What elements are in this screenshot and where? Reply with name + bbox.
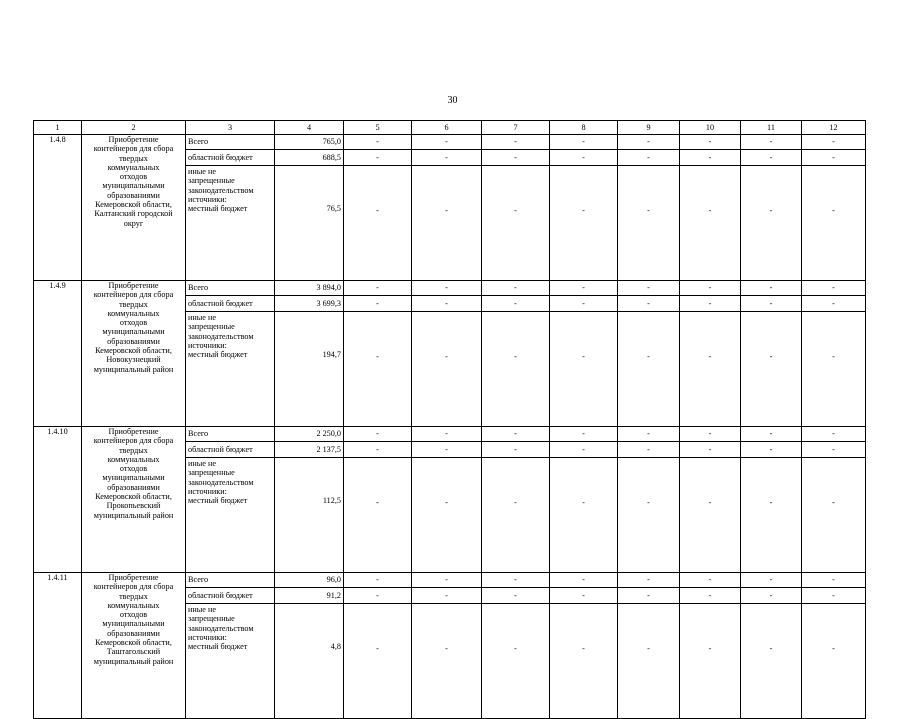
source-other-line: иные не bbox=[188, 313, 216, 322]
item-name-line: Приобретение bbox=[108, 573, 159, 582]
item-name-line: Калтанский городской bbox=[94, 209, 173, 219]
empty-value-dash: - bbox=[741, 588, 802, 604]
empty-value-dash: - bbox=[741, 296, 802, 312]
item-name-line: отходов bbox=[119, 464, 148, 474]
item-number: 1.4.10 bbox=[34, 427, 82, 573]
table-row bbox=[34, 427, 866, 442]
item-name-line: контейнеров для сбора bbox=[93, 582, 174, 592]
empty-value-dash: - bbox=[482, 312, 550, 427]
empty-value-dash: - bbox=[802, 442, 866, 458]
source-other-line: местный бюджет bbox=[188, 350, 248, 360]
empty-value-dash: - bbox=[412, 442, 482, 458]
item-name-line: твердых bbox=[119, 153, 148, 163]
item-name-line: твердых bbox=[119, 445, 148, 455]
empty-value-dash: - bbox=[482, 150, 550, 166]
empty-value-dash: - bbox=[344, 166, 412, 281]
item-name-line: образованиями bbox=[107, 628, 160, 638]
empty-value-dash: - bbox=[618, 604, 680, 719]
header-cell-3: 3 bbox=[186, 121, 275, 135]
item-name-line: Таштагольский bbox=[106, 647, 161, 657]
item-name-line: Приобретение bbox=[108, 135, 159, 144]
empty-value-dash: - bbox=[802, 150, 866, 166]
empty-value-dash: - bbox=[550, 281, 618, 296]
source-other-line: иные не bbox=[188, 167, 216, 176]
empty-value-dash: - bbox=[618, 135, 680, 150]
item-name-line: коммунальных bbox=[107, 454, 160, 464]
total-value: 96,0 bbox=[275, 573, 344, 588]
regional-value: 688,5 bbox=[275, 150, 344, 166]
empty-value-dash: - bbox=[550, 573, 618, 588]
empty-value-dash: - bbox=[680, 442, 741, 458]
header-cell-12: 12 bbox=[802, 121, 866, 135]
empty-value-dash: - bbox=[482, 442, 550, 458]
empty-value-dash: - bbox=[680, 458, 741, 573]
empty-value-dash: - bbox=[482, 135, 550, 150]
empty-value-dash: - bbox=[412, 458, 482, 573]
regional-value: 2 137,5 bbox=[275, 442, 344, 458]
other-value: 76,5 bbox=[275, 166, 344, 281]
table-row bbox=[34, 573, 866, 588]
empty-value-dash: - bbox=[741, 150, 802, 166]
empty-value-dash: - bbox=[344, 458, 412, 573]
empty-value-dash: - bbox=[741, 573, 802, 588]
empty-value-dash: - bbox=[550, 442, 618, 458]
empty-value-dash: - bbox=[344, 296, 412, 312]
source-other-label bbox=[186, 458, 275, 573]
other-value: 112,5 bbox=[275, 458, 344, 573]
empty-value-dash: - bbox=[618, 150, 680, 166]
header-cell-10: 10 bbox=[680, 121, 741, 135]
regional-value: 91,2 bbox=[275, 588, 344, 604]
source-total-label: Всего bbox=[186, 281, 275, 296]
empty-value-dash: - bbox=[550, 296, 618, 312]
header-cell-6: 6 bbox=[412, 121, 482, 135]
table-body bbox=[34, 121, 866, 719]
empty-value-dash: - bbox=[412, 135, 482, 150]
empty-value-dash: - bbox=[802, 427, 866, 442]
empty-value-dash: - bbox=[344, 604, 412, 719]
empty-value-dash: - bbox=[412, 588, 482, 604]
other-value: 194,7 bbox=[275, 312, 344, 427]
source-regional-label: областной бюджет bbox=[186, 588, 275, 604]
source-other-line: источники: bbox=[188, 194, 227, 204]
item-name-line: образованиями bbox=[107, 190, 160, 200]
empty-value-dash: - bbox=[618, 427, 680, 442]
empty-value-dash: - bbox=[741, 427, 802, 442]
empty-value-dash: - bbox=[412, 150, 482, 166]
empty-value-dash: - bbox=[550, 458, 618, 573]
item-name-line: контейнеров для сбора bbox=[93, 436, 174, 446]
empty-value-dash: - bbox=[680, 281, 741, 296]
empty-value-dash: - bbox=[802, 588, 866, 604]
empty-value-dash: - bbox=[618, 442, 680, 458]
empty-value-dash: - bbox=[344, 281, 412, 296]
source-regional-label: областной бюджет bbox=[186, 150, 275, 166]
item-name-line: образованиями bbox=[107, 336, 160, 346]
total-value: 765,0 bbox=[275, 135, 344, 150]
source-other-line: источники: bbox=[188, 340, 227, 350]
item-name-line: муниципальными bbox=[102, 327, 165, 337]
item-number: 1.4.9 bbox=[34, 281, 82, 427]
empty-value-dash: - bbox=[550, 588, 618, 604]
item-name-line: Приобретение bbox=[108, 427, 159, 436]
empty-value-dash: - bbox=[741, 604, 802, 719]
empty-value-dash: - bbox=[344, 427, 412, 442]
source-other-line: законодательством bbox=[188, 331, 254, 341]
item-name bbox=[82, 427, 186, 573]
empty-value-dash: - bbox=[344, 573, 412, 588]
empty-value-dash: - bbox=[618, 312, 680, 427]
header-row bbox=[34, 121, 866, 135]
empty-value-dash: - bbox=[802, 296, 866, 312]
item-name-line: муниципальный район bbox=[93, 656, 174, 666]
empty-value-dash: - bbox=[618, 166, 680, 281]
item-name-line: округ bbox=[123, 218, 144, 228]
item-name-line: твердых bbox=[119, 591, 148, 601]
empty-value-dash: - bbox=[741, 458, 802, 573]
item-name-line: коммунальных bbox=[107, 162, 160, 172]
item-name-line: муниципальными bbox=[102, 619, 165, 629]
empty-value-dash: - bbox=[412, 281, 482, 296]
empty-value-dash: - bbox=[802, 166, 866, 281]
source-other-line: источники: bbox=[188, 486, 227, 496]
item-name-line: контейнеров для сбора bbox=[93, 290, 174, 300]
empty-value-dash: - bbox=[412, 604, 482, 719]
empty-value-dash: - bbox=[344, 588, 412, 604]
header-cell-7: 7 bbox=[482, 121, 550, 135]
source-other-line: законодательством bbox=[188, 185, 254, 195]
empty-value-dash: - bbox=[550, 604, 618, 719]
source-other-line: местный бюджет bbox=[188, 642, 248, 652]
item-name-line: контейнеров для сбора bbox=[93, 144, 174, 154]
source-other-line: запрещенные bbox=[188, 176, 235, 186]
item-name-line: Кемеровской области, bbox=[95, 638, 172, 648]
empty-value-dash: - bbox=[741, 166, 802, 281]
empty-value-dash: - bbox=[680, 588, 741, 604]
empty-value-dash: - bbox=[482, 427, 550, 442]
item-name-line: образованиями bbox=[107, 482, 160, 492]
empty-value-dash: - bbox=[802, 458, 866, 573]
empty-value-dash: - bbox=[412, 296, 482, 312]
item-name bbox=[82, 281, 186, 427]
regional-value: 3 699,3 bbox=[275, 296, 344, 312]
header-cell-8: 8 bbox=[550, 121, 618, 135]
table-row bbox=[34, 281, 866, 296]
item-name-line: муниципальный район bbox=[93, 364, 174, 374]
item-name-line: Новокузнецкий bbox=[106, 355, 161, 365]
empty-value-dash: - bbox=[802, 135, 866, 150]
table-row bbox=[34, 135, 866, 150]
item-name-line: муниципальными bbox=[102, 473, 165, 483]
empty-value-dash: - bbox=[412, 312, 482, 427]
item-name bbox=[82, 573, 186, 719]
header-cell-9: 9 bbox=[618, 121, 680, 135]
empty-value-dash: - bbox=[802, 573, 866, 588]
empty-value-dash: - bbox=[680, 166, 741, 281]
empty-value-dash: - bbox=[482, 573, 550, 588]
item-name-line: Кемеровской области, bbox=[95, 346, 172, 356]
source-total-label: Всего bbox=[186, 135, 275, 150]
source-other-line: запрещенные bbox=[188, 614, 235, 624]
empty-value-dash: - bbox=[344, 150, 412, 166]
empty-value-dash: - bbox=[618, 296, 680, 312]
empty-value-dash: - bbox=[344, 135, 412, 150]
source-total-label: Всего bbox=[186, 573, 275, 588]
empty-value-dash: - bbox=[618, 281, 680, 296]
empty-value-dash: - bbox=[802, 312, 866, 427]
header-cell-2: 2 bbox=[82, 121, 186, 135]
source-other-line: законодательством bbox=[188, 623, 254, 633]
empty-value-dash: - bbox=[412, 166, 482, 281]
empty-value-dash: - bbox=[680, 604, 741, 719]
total-value: 3 894,0 bbox=[275, 281, 344, 296]
item-number: 1.4.8 bbox=[34, 135, 82, 281]
empty-value-dash: - bbox=[482, 166, 550, 281]
source-other-label bbox=[186, 604, 275, 719]
empty-value-dash: - bbox=[802, 604, 866, 719]
source-other-line: местный бюджет bbox=[188, 496, 248, 506]
empty-value-dash: - bbox=[482, 604, 550, 719]
header-cell-5: 5 bbox=[344, 121, 412, 135]
empty-value-dash: - bbox=[680, 427, 741, 442]
budget-table bbox=[33, 120, 866, 719]
item-name-line: твердых bbox=[119, 299, 148, 309]
source-total-label: Всего bbox=[186, 427, 275, 442]
empty-value-dash: - bbox=[412, 573, 482, 588]
empty-value-dash: - bbox=[412, 427, 482, 442]
source-other-line: запрещенные bbox=[188, 322, 235, 332]
header-cell-11: 11 bbox=[741, 121, 802, 135]
page-number: 30 bbox=[447, 95, 458, 106]
empty-value-dash: - bbox=[550, 312, 618, 427]
other-value: 4,8 bbox=[275, 604, 344, 719]
item-name-line: Прокопьевский bbox=[106, 501, 161, 511]
empty-value-dash: - bbox=[802, 281, 866, 296]
source-regional-label: областной бюджет bbox=[186, 296, 275, 312]
item-name-line: отходов bbox=[119, 172, 148, 182]
empty-value-dash: - bbox=[741, 135, 802, 150]
source-other-line: запрещенные bbox=[188, 468, 235, 478]
empty-value-dash: - bbox=[344, 312, 412, 427]
empty-value-dash: - bbox=[550, 427, 618, 442]
source-other-line: источники: bbox=[188, 632, 227, 642]
empty-value-dash: - bbox=[618, 588, 680, 604]
empty-value-dash: - bbox=[618, 573, 680, 588]
source-other-label bbox=[186, 166, 275, 281]
empty-value-dash: - bbox=[618, 458, 680, 573]
empty-value-dash: - bbox=[550, 150, 618, 166]
source-other-line: законодательством bbox=[188, 477, 254, 487]
empty-value-dash: - bbox=[741, 442, 802, 458]
empty-value-dash: - bbox=[550, 135, 618, 150]
item-name-line: отходов bbox=[119, 610, 148, 620]
source-other-line: иные не bbox=[188, 459, 216, 468]
empty-value-dash: - bbox=[482, 588, 550, 604]
item-name bbox=[82, 135, 186, 281]
empty-value-dash: - bbox=[680, 135, 741, 150]
empty-value-dash: - bbox=[344, 442, 412, 458]
item-name-line: муниципальными bbox=[102, 181, 165, 191]
item-name-line: муниципальный район bbox=[93, 510, 174, 520]
total-value: 2 250,0 bbox=[275, 427, 344, 442]
empty-value-dash: - bbox=[482, 458, 550, 573]
source-other-line: иные не bbox=[188, 605, 216, 614]
empty-value-dash: - bbox=[482, 281, 550, 296]
item-name-line: коммунальных bbox=[107, 600, 160, 610]
header-cell-1: 1 bbox=[34, 121, 82, 135]
item-name-line: Приобретение bbox=[108, 281, 159, 290]
item-name-line: отходов bbox=[119, 318, 148, 328]
empty-value-dash: - bbox=[680, 312, 741, 427]
empty-value-dash: - bbox=[680, 573, 741, 588]
empty-value-dash: - bbox=[482, 296, 550, 312]
item-name-line: Кемеровской области, bbox=[95, 200, 172, 210]
item-name-line: Кемеровской области, bbox=[95, 492, 172, 502]
header-cell-4: 4 bbox=[275, 121, 344, 135]
source-other-label bbox=[186, 312, 275, 427]
empty-value-dash: - bbox=[741, 312, 802, 427]
item-number: 1.4.11 bbox=[34, 573, 82, 719]
source-regional-label: областной бюджет bbox=[186, 442, 275, 458]
source-other-line: местный бюджет bbox=[188, 204, 248, 214]
empty-value-dash: - bbox=[741, 281, 802, 296]
empty-value-dash: - bbox=[680, 150, 741, 166]
empty-value-dash: - bbox=[680, 296, 741, 312]
empty-value-dash: - bbox=[550, 166, 618, 281]
item-name-line: коммунальных bbox=[107, 308, 160, 318]
